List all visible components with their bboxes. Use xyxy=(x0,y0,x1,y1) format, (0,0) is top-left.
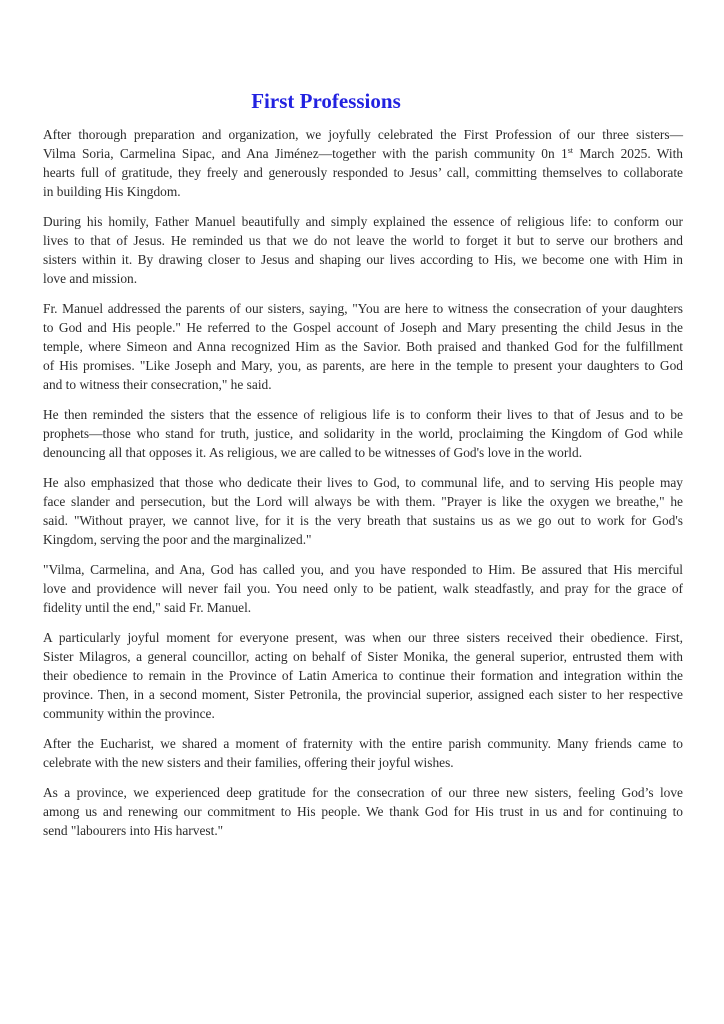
text-line: love and mission. xyxy=(43,271,138,286)
text-line: province. Then, in a second moment, Sister Petronila, the provincial superior, assigned each sister to her respective xyxy=(43,687,683,702)
text-line: prophets—those who stand for truth, justice, and solidarity in the world, proclaiming the Kingdom of God while xyxy=(43,426,683,441)
text-line: among us and renewing our commitment to His people. We thank God for His trust in us and for continuing to xyxy=(43,804,683,819)
text-line: in building His Kingdom. xyxy=(43,184,181,199)
paragraph-3 xyxy=(43,299,683,394)
paragraph-2 xyxy=(43,212,683,288)
text-line: denouncing all that opposes it. As religious, we are called to be witnesses of God's love in the world. xyxy=(43,445,583,460)
text-line: temple, where Simeon and Anna recognized Him as the Savior. Both praised and thanked God for the fulfillment xyxy=(43,339,683,354)
text-line-segment: March 2025. With xyxy=(573,146,683,161)
text-line: hearts full of gratitude, they freely and generously responded to Jesus’ call, committing themselves to collaborate xyxy=(43,165,683,180)
text-line: During his homily, Father Manuel beautifully and simply explained the essence of religious life: to conform our xyxy=(43,214,683,229)
paragraph-9 xyxy=(43,783,683,840)
text-line: said. "Without prayer, we cannot live, for it is the very breath that sustains us as we go out to work for God's xyxy=(43,513,683,528)
article-body xyxy=(43,125,683,851)
text-line: "Vilma, Carmelina, and Ana, God has called you, and you have responded to Him. Be assured that His merciful xyxy=(43,562,683,577)
paragraph-6 xyxy=(43,560,683,617)
text-line: celebrate with the new sisters and their families, offering their joyful wishes. xyxy=(43,755,454,770)
text-line xyxy=(43,144,683,163)
text-line: After the Eucharist, we shared a moment of fraternity with the entire parish community. Many friends came to xyxy=(43,736,683,751)
text-line: As a province, we experienced deep gratitude for the consecration of our three new sisters, feeling God’s love xyxy=(43,785,683,800)
text-line: and to witness their consecration," he said. xyxy=(43,377,272,392)
text-line: Kingdom, serving the poor and the marginalized." xyxy=(43,532,312,547)
text-line: community within the province. xyxy=(43,706,215,721)
paragraph-4 xyxy=(43,405,683,462)
text-line: send "labourers into His harvest." xyxy=(43,823,224,838)
paragraph-8 xyxy=(43,734,683,772)
text-line: Fr. Manuel addressed the parents of our sisters, saying, "You are here to witness the consecration of your daughters xyxy=(43,301,683,316)
text-line: their obedience to remain in the Province of Latin America to continue their formation and integration within the xyxy=(43,668,683,683)
text-line: Sister Milagros, a general councillor, acting on behalf of Sister Monika, the general superior, entrusted them with xyxy=(43,649,683,664)
page-title: First Professions xyxy=(251,89,401,113)
text-line: lives to that of Jesus. He reminded us that we do not leave the world to forget it but to serve our brothers and xyxy=(43,233,683,248)
date-ordinal-suffix: st xyxy=(567,146,574,155)
text-line-segment: Vilma Soria, Carmelina Sipac, and Ana Jiménez—together with the parish community 0n 1 xyxy=(43,146,568,161)
text-line: of His promises. "Like Joseph and Mary, you, as parents, are here in the temple to present your daughters to God xyxy=(43,358,683,373)
text-line: fidelity until the end," said Fr. Manuel. xyxy=(43,600,252,615)
text-line: to God and His people." He referred to the Gospel account of Joseph and Mary presenting the child Jesus in the xyxy=(43,320,683,335)
text-line: face slander and persecution, but the Lord will always be with them. "Prayer is like the oxygen we breathe," he xyxy=(43,494,683,509)
text-line: He then reminded the sisters that the essence of religious life is to conform their lives to that of Jesus and to be xyxy=(43,407,683,422)
paragraph-7 xyxy=(43,628,683,723)
text-line: A particularly joyful moment for everyone present, was when our three sisters received their obedience. First, xyxy=(43,630,683,645)
text-line: He also emphasized that those who dedicate their lives to God, to communal life, and to serving His people may xyxy=(43,475,683,490)
paragraph-5 xyxy=(43,473,683,549)
paragraph-1 xyxy=(43,125,683,201)
text-line: After thorough preparation and organization, we joyfully celebrated the First Profession of our three sisters— xyxy=(43,127,683,142)
text-line: love and providence will never fail you. You need only to be patient, walk steadfastly, and pray for the grace of xyxy=(43,581,683,596)
text-line: sisters within it. By drawing closer to Jesus and shaping our lives according to His, we become one with Him in xyxy=(43,252,683,267)
